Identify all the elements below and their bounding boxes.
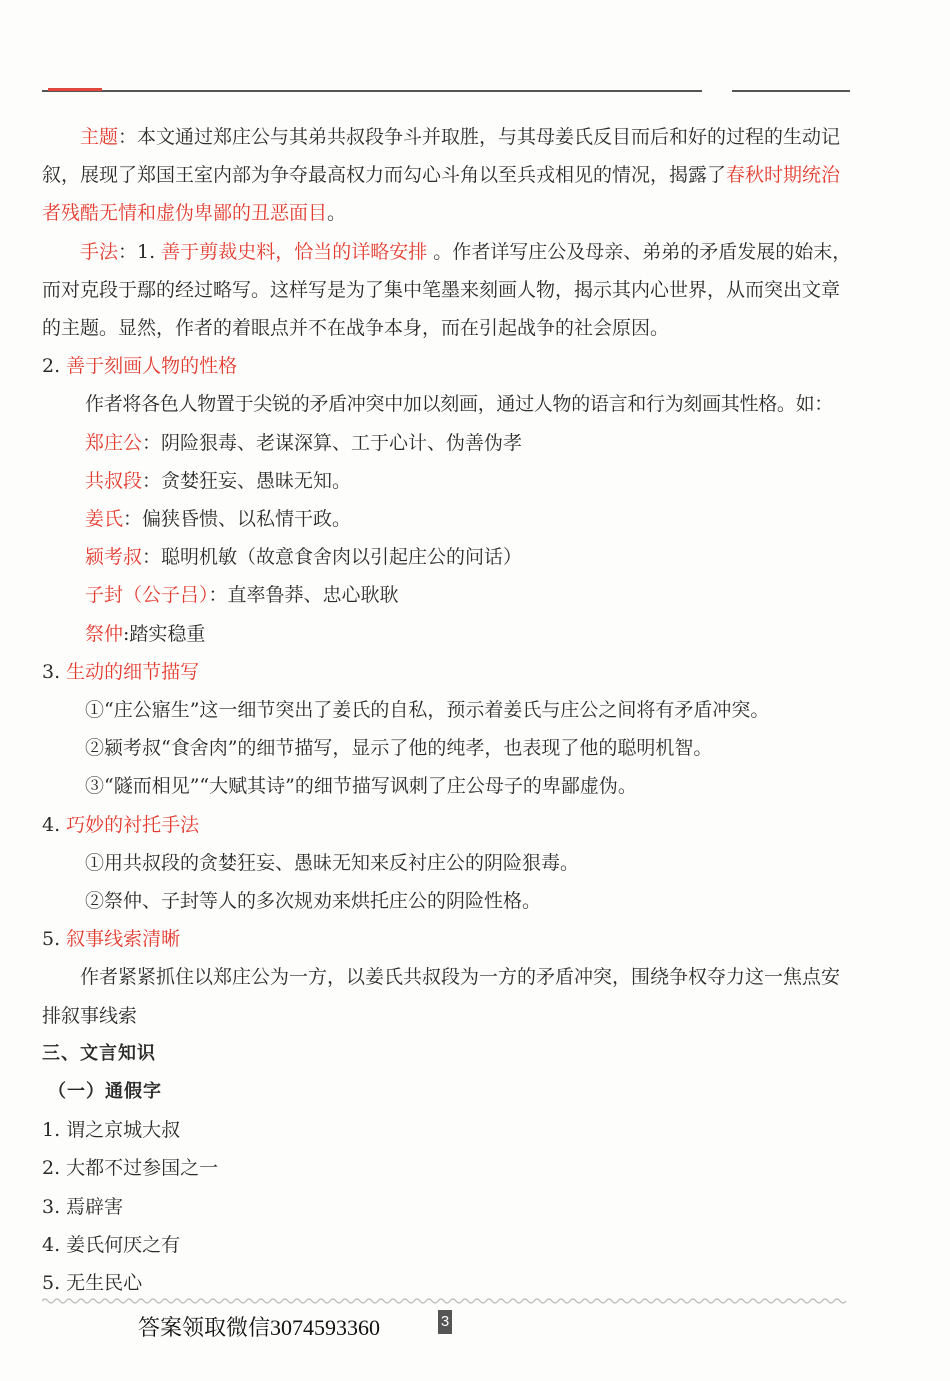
tongjia-item: 3. 焉辟害: [42, 1195, 124, 1218]
character-name: 祭仲: [85, 622, 124, 645]
section2-num: 2.: [42, 355, 67, 378]
character-name: 姜氏: [85, 508, 124, 531]
detail-item: ①“庄公寤生”这一细节突出了姜氏的自私，预示着姜氏与庄公之间将有矛盾冲突。: [85, 699, 770, 722]
character-desc: 贪婪狂妄、愚昧无知。: [161, 469, 352, 492]
theme-label: 主题: [80, 126, 119, 148]
technique-paragraph: [42, 233, 852, 348]
character-sep: ：: [142, 546, 162, 569]
character-name: 郑庄公: [85, 431, 143, 454]
section3-title: 生动的细节描写: [66, 660, 200, 683]
detail-item: ③“隧而相见”“大赋其诗”的细节描写讽刺了庄公母子的卑鄙虚伪。: [85, 775, 637, 798]
character-name: 子封（公子吕）: [85, 584, 209, 607]
character-sep: ：: [142, 431, 162, 454]
character-desc: 阴险狠毒、老谋深算、工于心计、伪善伪孝: [161, 431, 523, 454]
section4-heading: [42, 806, 852, 844]
detail-item: ②颍考叔“食舍肉”的细节描写，显示了他的纯孝，也表现了他的聪明机智。: [85, 737, 713, 760]
character-line: [42, 462, 852, 500]
page-content: [42, 118, 852, 1302]
character-line: [42, 538, 852, 576]
part3-heading: 三、文言知识: [42, 1042, 156, 1064]
character-desc: 直率鲁莽、忠心耿耿: [227, 584, 399, 607]
technique-colon: ：: [118, 240, 138, 263]
theme-paragraph: [42, 118, 852, 233]
character-sep: ：: [123, 508, 143, 531]
character-line: [42, 424, 852, 462]
contrast-item: ②祭仲、子封等人的多次规劝来烘托庄公的阴险性格。: [85, 890, 542, 913]
character-line: [42, 615, 852, 653]
section2-heading: [42, 347, 852, 385]
tongjia-item: 5. 无生民心: [42, 1272, 143, 1295]
part3-subheading: （一）通假字: [48, 1081, 162, 1103]
character-desc: 聪明机敏（故意食舍肉以引起庄公的问话）: [161, 546, 523, 569]
footer-contact: 答案领取微信3074593360: [138, 1315, 381, 1340]
character-name: 共叔段: [85, 469, 143, 492]
tongjia-item: 4. 姜氏何厌之有: [42, 1233, 181, 1256]
character-sep: ：: [142, 469, 162, 492]
theme-end: 。: [327, 202, 347, 225]
theme-highlight: 春秋时期统治者残酷无情和虚伪卑鄙的丑恶面目: [42, 164, 841, 225]
section3-heading: [42, 653, 852, 691]
header-rule-left: [42, 90, 702, 92]
section3-num: 3.: [42, 660, 67, 683]
section2-title: 善于刻画人物的性格: [66, 355, 238, 378]
technique-title: 善于剪裁史料，恰当的详略安排: [161, 240, 428, 263]
character-name: 颍考叔: [85, 546, 143, 569]
header-accent-bar: [48, 88, 102, 91]
section5-num: 5.: [42, 928, 67, 951]
section4-title: 巧妙的衬托手法: [66, 813, 200, 836]
character-desc: 偏狭昏愦、以私情干政。: [142, 508, 352, 531]
section5-text: 作者紧紧抓住以郑庄公为一方，以姜氏共叔段为一方的矛盾冲突，围绕争权夺力这一焦点安排叙事线索: [42, 966, 841, 1027]
section2-intro: 作者将各色人物置于尖锐的矛盾冲突中加以刻画，通过人物的语言和行为刻画其性格。如：: [85, 393, 834, 416]
footer-wavy-divider: [42, 1296, 848, 1306]
character-sep: ：: [208, 584, 228, 607]
technique-num: 1.: [137, 240, 162, 263]
technique-text: 。作者详写庄公及母亲、弟弟的矛盾发展的始末，而对克段于鄢的经过略写。这样写是为了集中笔墨来刻画人物，揭示其内心世界，从而突出文章的主题。显然，作者的着眼点并不在战争本身，而在引起战争的社会原因。: [42, 240, 852, 340]
technique-label: 手法: [80, 240, 119, 263]
section5-heading: [42, 920, 852, 958]
section5-title: 叙事线索清晰: [66, 928, 181, 951]
page-number: 3: [438, 1310, 452, 1334]
theme-text: 本文通过郑庄公与其弟共叔段争斗并取胜，与其母姜氏反目而后和好的过程的生动记叙，展现了郑国王室内部为争夺最高权力而勾心斗角以至兵戎相见的情况，揭露了: [42, 126, 841, 187]
header-rule-right: [732, 90, 850, 92]
character-line: [42, 576, 852, 614]
character-line: [42, 500, 852, 538]
contrast-item: ①用共叔段的贪婪狂妄、愚昧无知来反衬庄公的阴险狠毒。: [85, 851, 580, 874]
character-desc: 踏实稳重: [129, 622, 206, 645]
character-sep: :: [123, 622, 130, 645]
section4-num: 4.: [42, 813, 67, 836]
tongjia-item: 1. 谓之京城大叔: [42, 1119, 181, 1142]
theme-colon: ：: [118, 126, 138, 148]
tongjia-item: 2. 大都不过参国之一: [42, 1157, 219, 1180]
